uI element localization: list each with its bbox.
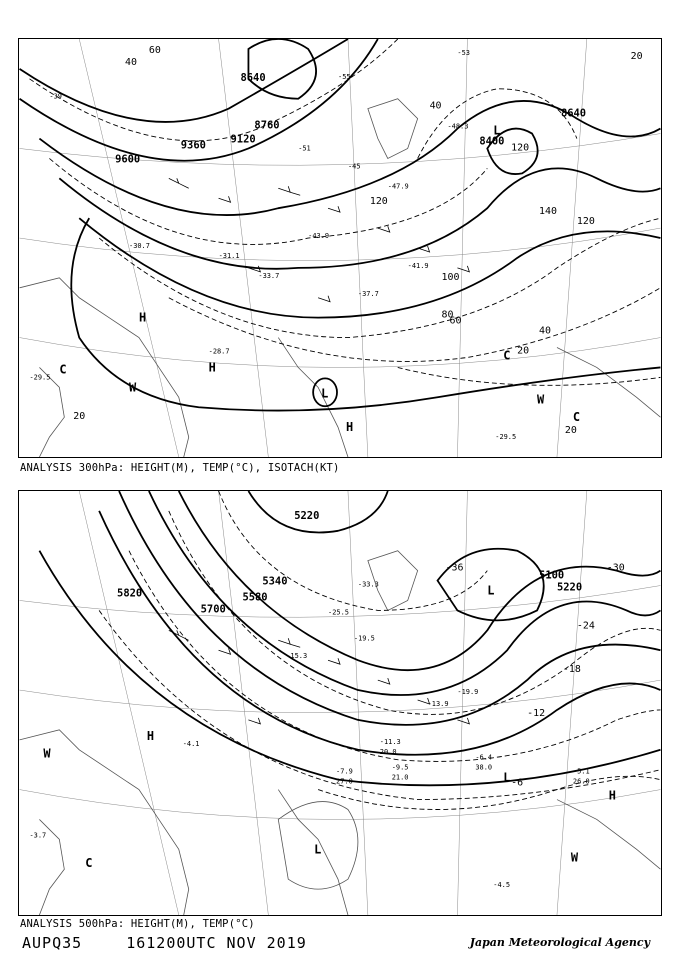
isotach-labels bbox=[73, 45, 642, 436]
isotach-label: 120 bbox=[576, 216, 595, 228]
graticule bbox=[20, 39, 661, 457]
temperature-label: -31.1 bbox=[218, 251, 240, 260]
low-center: L bbox=[314, 842, 322, 857]
low-center: L bbox=[321, 386, 329, 401]
warm-center: W bbox=[43, 746, 51, 761]
temperature-label: -41.9 bbox=[407, 261, 429, 270]
isotherm-label: -12 bbox=[527, 707, 546, 719]
height-label: 8400 bbox=[479, 135, 505, 148]
isotach-label: 20 bbox=[564, 425, 577, 437]
cold-center: C bbox=[85, 856, 93, 871]
valid-time: 161200UTC NOV 2019 bbox=[126, 934, 307, 952]
temperature-label: -4.5 bbox=[493, 881, 511, 890]
isotach-label: 20 bbox=[73, 411, 86, 423]
map-300hpa bbox=[18, 38, 662, 458]
temperature-label: 21.0 bbox=[391, 773, 409, 782]
temperature-label: -6.4 bbox=[475, 753, 493, 762]
low-center: L bbox=[503, 770, 511, 785]
height-label: 9360 bbox=[180, 139, 206, 152]
height-label: 8640 bbox=[240, 71, 266, 84]
isotach-label: 140 bbox=[539, 206, 558, 218]
isotherm-label: -18 bbox=[562, 664, 581, 676]
high-center: H bbox=[208, 360, 216, 375]
height-label: 5820 bbox=[117, 587, 143, 600]
temperature-label: -3.7 bbox=[29, 831, 47, 840]
temperature-label: -19.5 bbox=[353, 634, 375, 643]
temperature-label: -47.9 bbox=[387, 182, 409, 191]
temperature-label: -25.5 bbox=[328, 608, 349, 617]
cold-center: C bbox=[503, 348, 511, 363]
temperature-label: -15.3 bbox=[286, 652, 308, 661]
temperature-label: 20.0 bbox=[379, 747, 397, 756]
height-label: 9600 bbox=[115, 153, 141, 166]
temperature-label: -29.5 bbox=[495, 433, 517, 442]
warm-center: W bbox=[570, 850, 579, 865]
warm-center: W bbox=[129, 380, 137, 395]
map-500hpa-canvas bbox=[19, 491, 661, 915]
temperature-label: -33.7 bbox=[258, 271, 280, 280]
height-label: 5220 bbox=[556, 581, 583, 594]
warm-center: W bbox=[537, 392, 545, 407]
isotherm-label: -6 bbox=[511, 777, 524, 789]
temperature-label: -39 bbox=[49, 92, 62, 101]
temperature-label: -55 bbox=[338, 72, 351, 81]
wind-barbs bbox=[169, 630, 470, 724]
caption-500hpa: ANALYSIS 500hPa: HEIGHT(M), TEMP(°C) bbox=[20, 918, 255, 930]
caption-300hpa: ANALYSIS 300hPa: HEIGHT(M), TEMP(°C), ISOTACH(KT) bbox=[20, 462, 340, 474]
isotherm-label: -36 bbox=[445, 562, 464, 574]
high-center: H bbox=[345, 420, 354, 435]
high-center: H bbox=[608, 788, 616, 803]
height-label: 5220 bbox=[294, 509, 320, 522]
height-label: 5340 bbox=[262, 575, 288, 588]
temperature-label: -53 bbox=[457, 48, 471, 57]
isotach-label: 20 bbox=[517, 345, 530, 357]
temperature-label: -7.9 bbox=[336, 767, 353, 776]
temperature-label: 38.0 bbox=[475, 763, 493, 772]
isotach-label: 80 bbox=[441, 309, 454, 321]
cold-center: C bbox=[59, 362, 67, 377]
height-label: 8760 bbox=[254, 119, 280, 132]
isotach-label: 40 bbox=[125, 56, 137, 68]
isotach-label: 60 bbox=[449, 315, 462, 327]
temperature-label: 26.0 bbox=[572, 777, 590, 786]
high-center: H bbox=[138, 310, 147, 325]
temperature-label: -37.7 bbox=[357, 289, 379, 298]
temperature-label: -4.1 bbox=[182, 739, 200, 748]
graticule bbox=[20, 491, 661, 915]
isotach-label: 40 bbox=[539, 325, 552, 337]
height-label: 9120 bbox=[230, 133, 256, 146]
temperature-label: 27.0 bbox=[336, 777, 353, 786]
low-center: L bbox=[493, 123, 501, 138]
temperature-label: -9.5 bbox=[391, 763, 409, 772]
map-500hpa bbox=[18, 490, 662, 916]
temperature-label: -11.3 bbox=[379, 737, 401, 746]
temperature-label: -5.1 bbox=[572, 767, 590, 776]
temperature-label: -33.3 bbox=[357, 580, 379, 589]
height-label: 5580 bbox=[242, 591, 268, 604]
isotherm-label: -24 bbox=[576, 620, 595, 632]
isotherm-labels bbox=[446, 563, 625, 789]
temperature-label: -48.3 bbox=[447, 122, 469, 131]
isotach-label: 40 bbox=[429, 100, 442, 112]
height-label: 5100 bbox=[539, 569, 565, 582]
temperature-label: -29.5 bbox=[29, 373, 51, 382]
temperature-label: -19.9 bbox=[457, 688, 479, 697]
product-header bbox=[22, 934, 341, 952]
isotach-label: 100 bbox=[441, 271, 460, 283]
map-300hpa-canvas bbox=[19, 39, 661, 457]
temperature-label: -45 bbox=[347, 162, 361, 171]
isotach-label: 120 bbox=[369, 196, 388, 208]
temperature-label: -13.9 bbox=[427, 699, 449, 708]
temperature-label: -43.9 bbox=[308, 232, 330, 241]
cold-center: C bbox=[572, 410, 581, 425]
temperature-label: -28.7 bbox=[208, 347, 230, 356]
isotherm-label: -30 bbox=[606, 562, 625, 574]
height-label: 8640 bbox=[560, 107, 587, 120]
temperature-label: -51 bbox=[298, 144, 311, 153]
isotach-label: 20 bbox=[630, 50, 643, 62]
temperature-labels bbox=[29, 49, 516, 441]
height-label: 5700 bbox=[200, 603, 226, 616]
product-code: AUPQ35 bbox=[22, 934, 83, 952]
high-center: H bbox=[146, 728, 155, 743]
isotach-label: 60 bbox=[148, 44, 161, 56]
isotach-label: 120 bbox=[511, 142, 530, 154]
low-center: L bbox=[487, 583, 495, 598]
agency-name: Japan Meteorological Agency bbox=[469, 936, 650, 949]
temperature-label: -30.7 bbox=[129, 242, 150, 250]
